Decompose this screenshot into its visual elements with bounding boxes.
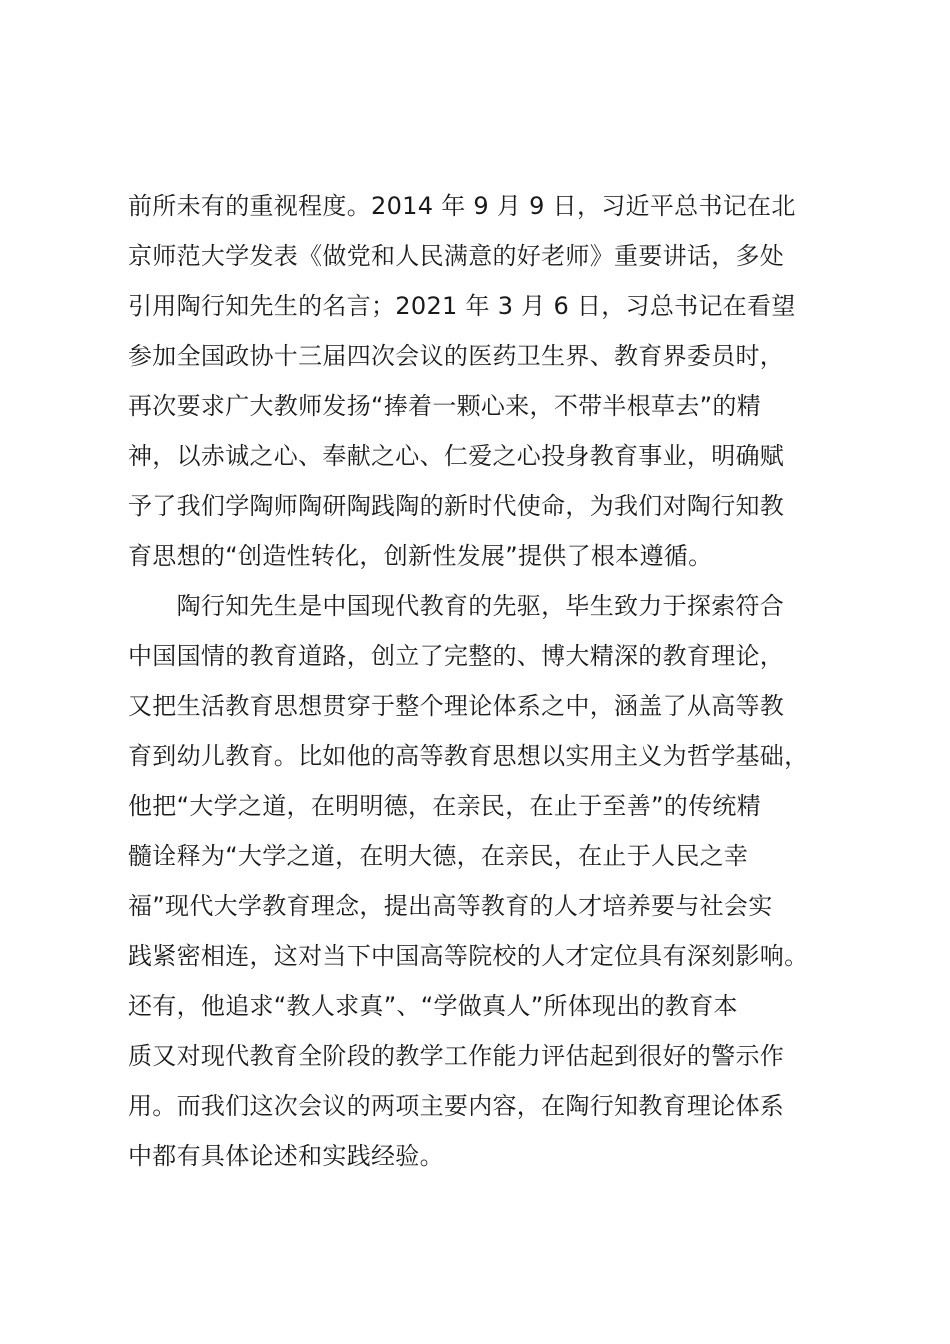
text-line: 福”现代大学教育理念，提出高等教育的人才培养要与社会实: [128, 892, 773, 920]
text-line: 又把生活教育思想贯穿于整个理论体系之中，涵盖了从高等教: [128, 692, 785, 720]
text-line: 践紧密相连，这对当下中国高等院校的人才定位具有深刻影响。: [128, 942, 809, 970]
text-line: 前所未有的重视程度。2014 年 9 月 9 日，习近平总书记在北: [128, 192, 796, 220]
text-line: 髓诠释为“大学之道，在明大德，在亲民，在止于人民之幸: [128, 842, 749, 870]
text-line: 京师范大学发表《做党和人民满意的好老师》重要讲话，多处: [128, 242, 785, 270]
text-line: 神，以赤诚之心、奉献之心、仁爱之心投身教育事业，明确赋: [128, 442, 785, 470]
text-line: 再次要求广大教师发扬“捧着一颗心来，不带半根草去”的精: [128, 392, 761, 420]
text-line: 引用陶行知先生的名言；2021 年 3 月 6 日，习总书记在看望: [128, 292, 796, 320]
text-line: 予了我们学陶师陶研陶践陶的新时代使命，为我们对陶行知教: [128, 492, 785, 520]
text-line: 中国国情的教育道路，创立了完整的、博大精深的教育理论，: [128, 642, 785, 670]
text-line: 中都有具体论述和实践经验。: [128, 1142, 444, 1170]
text-line: 质又对现代教育全阶段的教学工作能力评估起到很好的警示作: [128, 1042, 785, 1070]
text-line: 用。而我们这次会议的两项主要内容，在陶行知教育理论体系: [128, 1092, 785, 1120]
text-line: 育到幼儿教育。比如他的高等教育思想以实用主义为哲学基础，: [128, 742, 809, 770]
text-line: 育思想的“创造性转化，创新性发展”提供了根本遵循。: [128, 542, 713, 570]
body-text: [128, 181, 838, 1181]
text-line: 参加全国政协十三届四次会议的医药卫生界、教育界委员时，: [128, 342, 785, 370]
text-line: 还有，他追求“教人求真”、“学做真人”所体现出的教育本: [128, 992, 738, 1020]
text-line: 陶行知先生是中国现代教育的先驱，毕生致力于探索符合: [128, 592, 785, 620]
text-line: 他把“大学之道，在明明德，在亲民，在止于至善”的传统精: [128, 792, 761, 820]
